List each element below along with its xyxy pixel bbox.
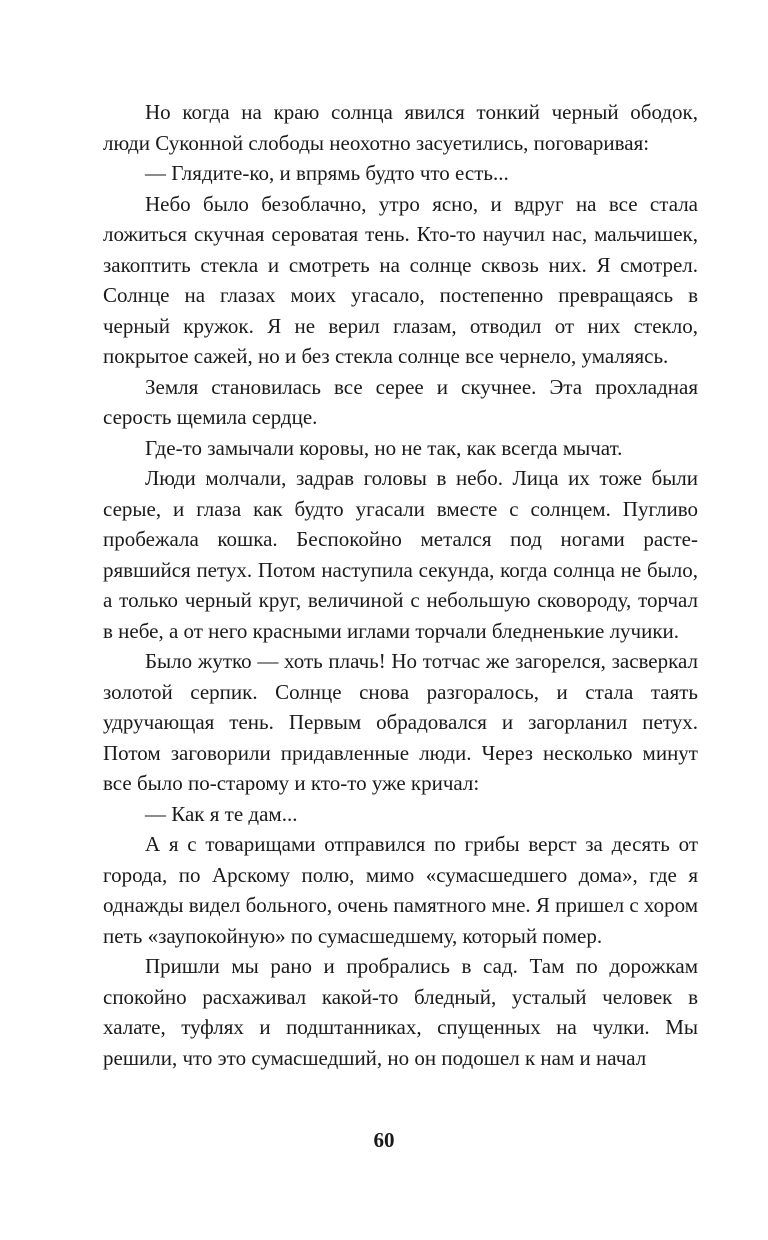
paragraph-5: Где-то замычали коровы, но не так, как всегда мычат. bbox=[145, 435, 623, 460]
paragraph-10: Пришли мы рано и пробрались в сад. Там по дорожкам спокойно расхаживал какой-то бледный, усталый человек в халате, туфлях и подштанниках, спущенных на чулки. Мы решили, что это сумасшедший, но он подошел к нам и начал bbox=[103, 954, 698, 1070]
paragraph-3: Небо было безоблачно, утро ясно, и вдруг на все стала ложиться скучная сероватая тень. Кто-то научил нас, мальчишек, закоптить стекла и смотреть на солнце сквозь них. Я смотрел. Солнце на глазах моих угасало, постепенно превращаясь в черный кружок. Я не верил глазам, отводил от них стекло, покрытое сажей, но и без стекла солнце все чернело, умаляясь. bbox=[103, 191, 698, 368]
paragraph-6: Люди молчали, задрав головы в небо. Лица их тоже были серые, и глаза как будто угасали вместе с солнцем. Пугливо пробежала кошка. Беспокойно метался под ногами растерявшийся петух. Потом наступила секунда, когда солнца не было, а только черный круг, величиной с небольшую сковороду, торчал в небе, а от него красными иглами торчали бледненькие лучики. bbox=[103, 466, 698, 643]
paragraph-1: Но когда на краю солнца явился тонкий черный ободок, люди Суконной слободы неохотно засуетились, поговаривая: bbox=[103, 100, 698, 155]
page-number: 60 bbox=[373, 1128, 395, 1152]
paragraph-8: — Как я те дам... bbox=[145, 801, 298, 826]
paragraph-7: Было жутко — хоть плачь! Но тотчас же загорелся, засверкал золотой серпик. Солнце снова разгоралось, и стала таять удручающая тень. Первым обрадовался и загорланил петух. Потом заговорили придавленные люди. Через несколько минут все было по-старому и кто-то уже кричал: bbox=[103, 649, 698, 795]
paragraph-4: Земля становилась все серее и скучнее. Эта прохладная серость щемила сердце. bbox=[103, 374, 698, 429]
paragraph-9: А я с товарищами отправился по грибы верст за десять от города, по Арскому полю, мимо «сумасшедшего дома», где я однажды видел больного, очень памятного мне. Я пришел с хором петь «заупокойную» по сумасшедшему, который помер. bbox=[103, 832, 699, 948]
page-body bbox=[103, 97, 698, 1073]
paragraph-2: — Глядите-ко, и впрямь будто что есть... bbox=[145, 161, 509, 185]
